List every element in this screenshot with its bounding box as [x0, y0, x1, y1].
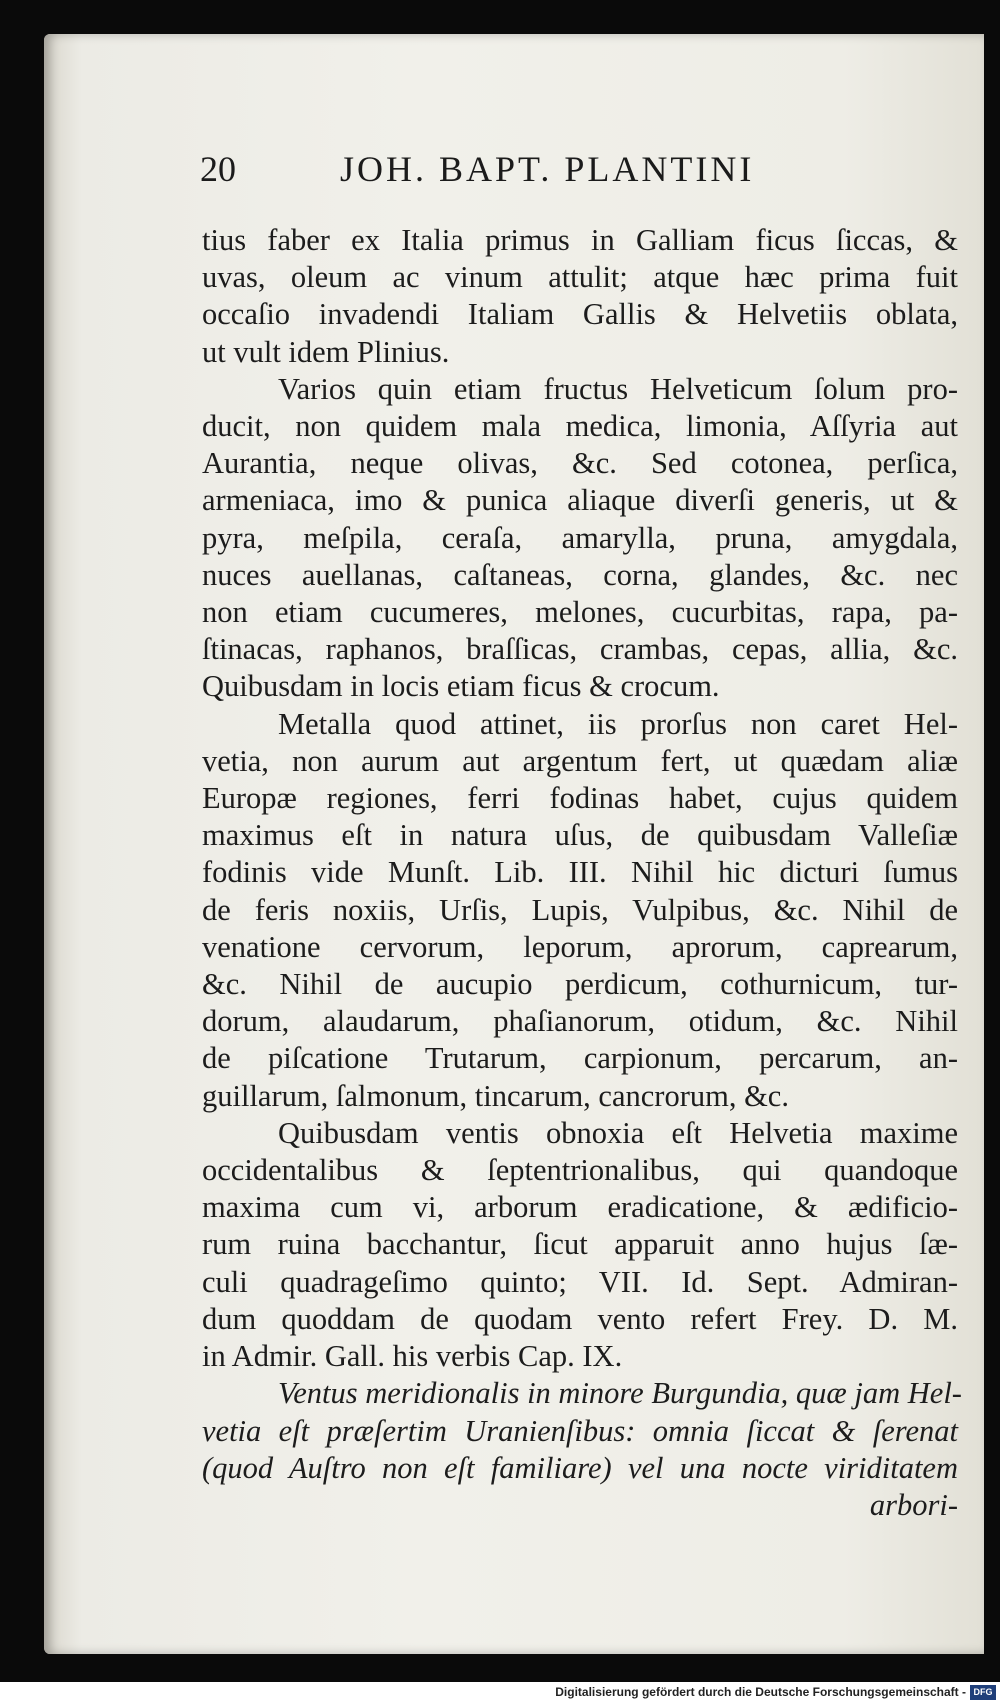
text-line: maximus eſt in natura uſus, de quibusdam Valleſiæ — [202, 818, 958, 853]
text-line: fodinis vide Munſt. Lib. III. Nihil hic dicturi ſumus — [202, 855, 958, 890]
text-line: culi quadrageſimo quinto; VII. Id. Sept. Admiran- — [202, 1264, 958, 1299]
text-line: occaſio invadendi Italiam Gallis & Helvetiis oblata, — [202, 297, 958, 332]
text-line: uvas, oleum ac vinum attulit; atque hæc prima fuit — [202, 260, 958, 295]
page-number: 20 — [200, 149, 236, 189]
text-line: ſtinacas, raphanos, braſſicas, crambas, cepas, allia, &c. — [202, 632, 958, 667]
text-line: non etiam cucumeres, melones, cucurbitas, rapa, pa- — [202, 595, 958, 630]
text-line: pyra, meſpila, ceraſa, amarylla, pruna, amygdala, — [202, 520, 958, 555]
text-line: in Admir. Gall. his verbis Cap. IX. — [202, 1339, 623, 1374]
text-line: &c. Nihil de aucupio perdicum, cothurnicum, tur- — [202, 967, 958, 1002]
text-line: arbori- — [869, 1487, 958, 1522]
text-line: ut vult idem Plinius. — [202, 334, 450, 369]
text-line: dorum, alaudarum, phaſianorum, otidum, &c. Nihil — [202, 1004, 958, 1039]
text-line: Varios quin etiam fructus Helveticum ſolum pro- — [278, 371, 958, 406]
text-line: armeniaca, imo & punica aliaque diverſi generis, ut & — [202, 483, 958, 518]
text-line: venatione cervorum, leporum, aprorum, caprearum, — [202, 929, 958, 964]
text-line: occidentalibus & ſeptentrionalibus, qui quandoque — [202, 1153, 958, 1188]
text-line: Metalla quod attinet, iis prorſus non caret Hel- — [278, 706, 958, 741]
text-line: Aurantia, neque olivas, &c. Sed cotonea, perſica, — [202, 446, 958, 481]
text-line: dum quoddam de quodam vento refert Frey. D. M. — [202, 1301, 958, 1336]
text-line: (quod Auſtro non eſt familiare) vel una nocte viriditatem — [202, 1450, 958, 1485]
text-line: Europæ regiones, ferri fodinas habet, cujus quidem — [202, 781, 958, 816]
text-line: nuces auellanas, caſtaneas, corna, glandes, &c. nec — [202, 557, 958, 592]
text-line: rum ruina bacchantur, ſicut apparuit anno hujus ſæ- — [202, 1227, 958, 1262]
footer-bar — [0, 1682, 1000, 1704]
text-line: Quibusdam in locis etiam ficus & crocum. — [202, 669, 720, 704]
dfg-logo-icon: DFG — [970, 1685, 996, 1700]
text-line: ducit, non quidem mala medica, limonia, Aſſyria aut — [202, 409, 958, 444]
footer-credit: Digitalisierung gefördert durch die Deutsche Forschungsgemeinschaft - — [555, 1685, 966, 1699]
text-line: guillarum, ſalmonum, tincarum, cancrorum, &c. — [202, 1078, 789, 1113]
text-line: tius faber ex Italia primus in Galliam ficus ſiccas, & — [202, 223, 958, 257]
text-line: Ventus meridionalis in minore Burgundia, quæ jam Hel- — [278, 1376, 962, 1411]
text-line: maxima cum vi, arborum eradicatione, & ædificio- — [202, 1190, 958, 1225]
text-line: de feris noxiis, Urſis, Lupis, Vulpibus, &c. Nihil de — [202, 892, 958, 927]
text-line: vetia eſt præſertim Uranienſibus: omnia ſiccat & ſerenat — [202, 1413, 958, 1448]
page-header — [200, 148, 800, 198]
body-text — [202, 222, 962, 1524]
text-line: Quibusdam ventis obnoxia eſt Helvetia maxime — [278, 1115, 958, 1150]
text-line: de piſcatione Trutarum, carpionum, percarum, an- — [202, 1041, 958, 1076]
text-line: vetia, non aurum aut argentum fert, ut quædam aliæ — [202, 743, 958, 778]
running-title: JOH. BAPT. PLANTINI — [340, 149, 755, 189]
